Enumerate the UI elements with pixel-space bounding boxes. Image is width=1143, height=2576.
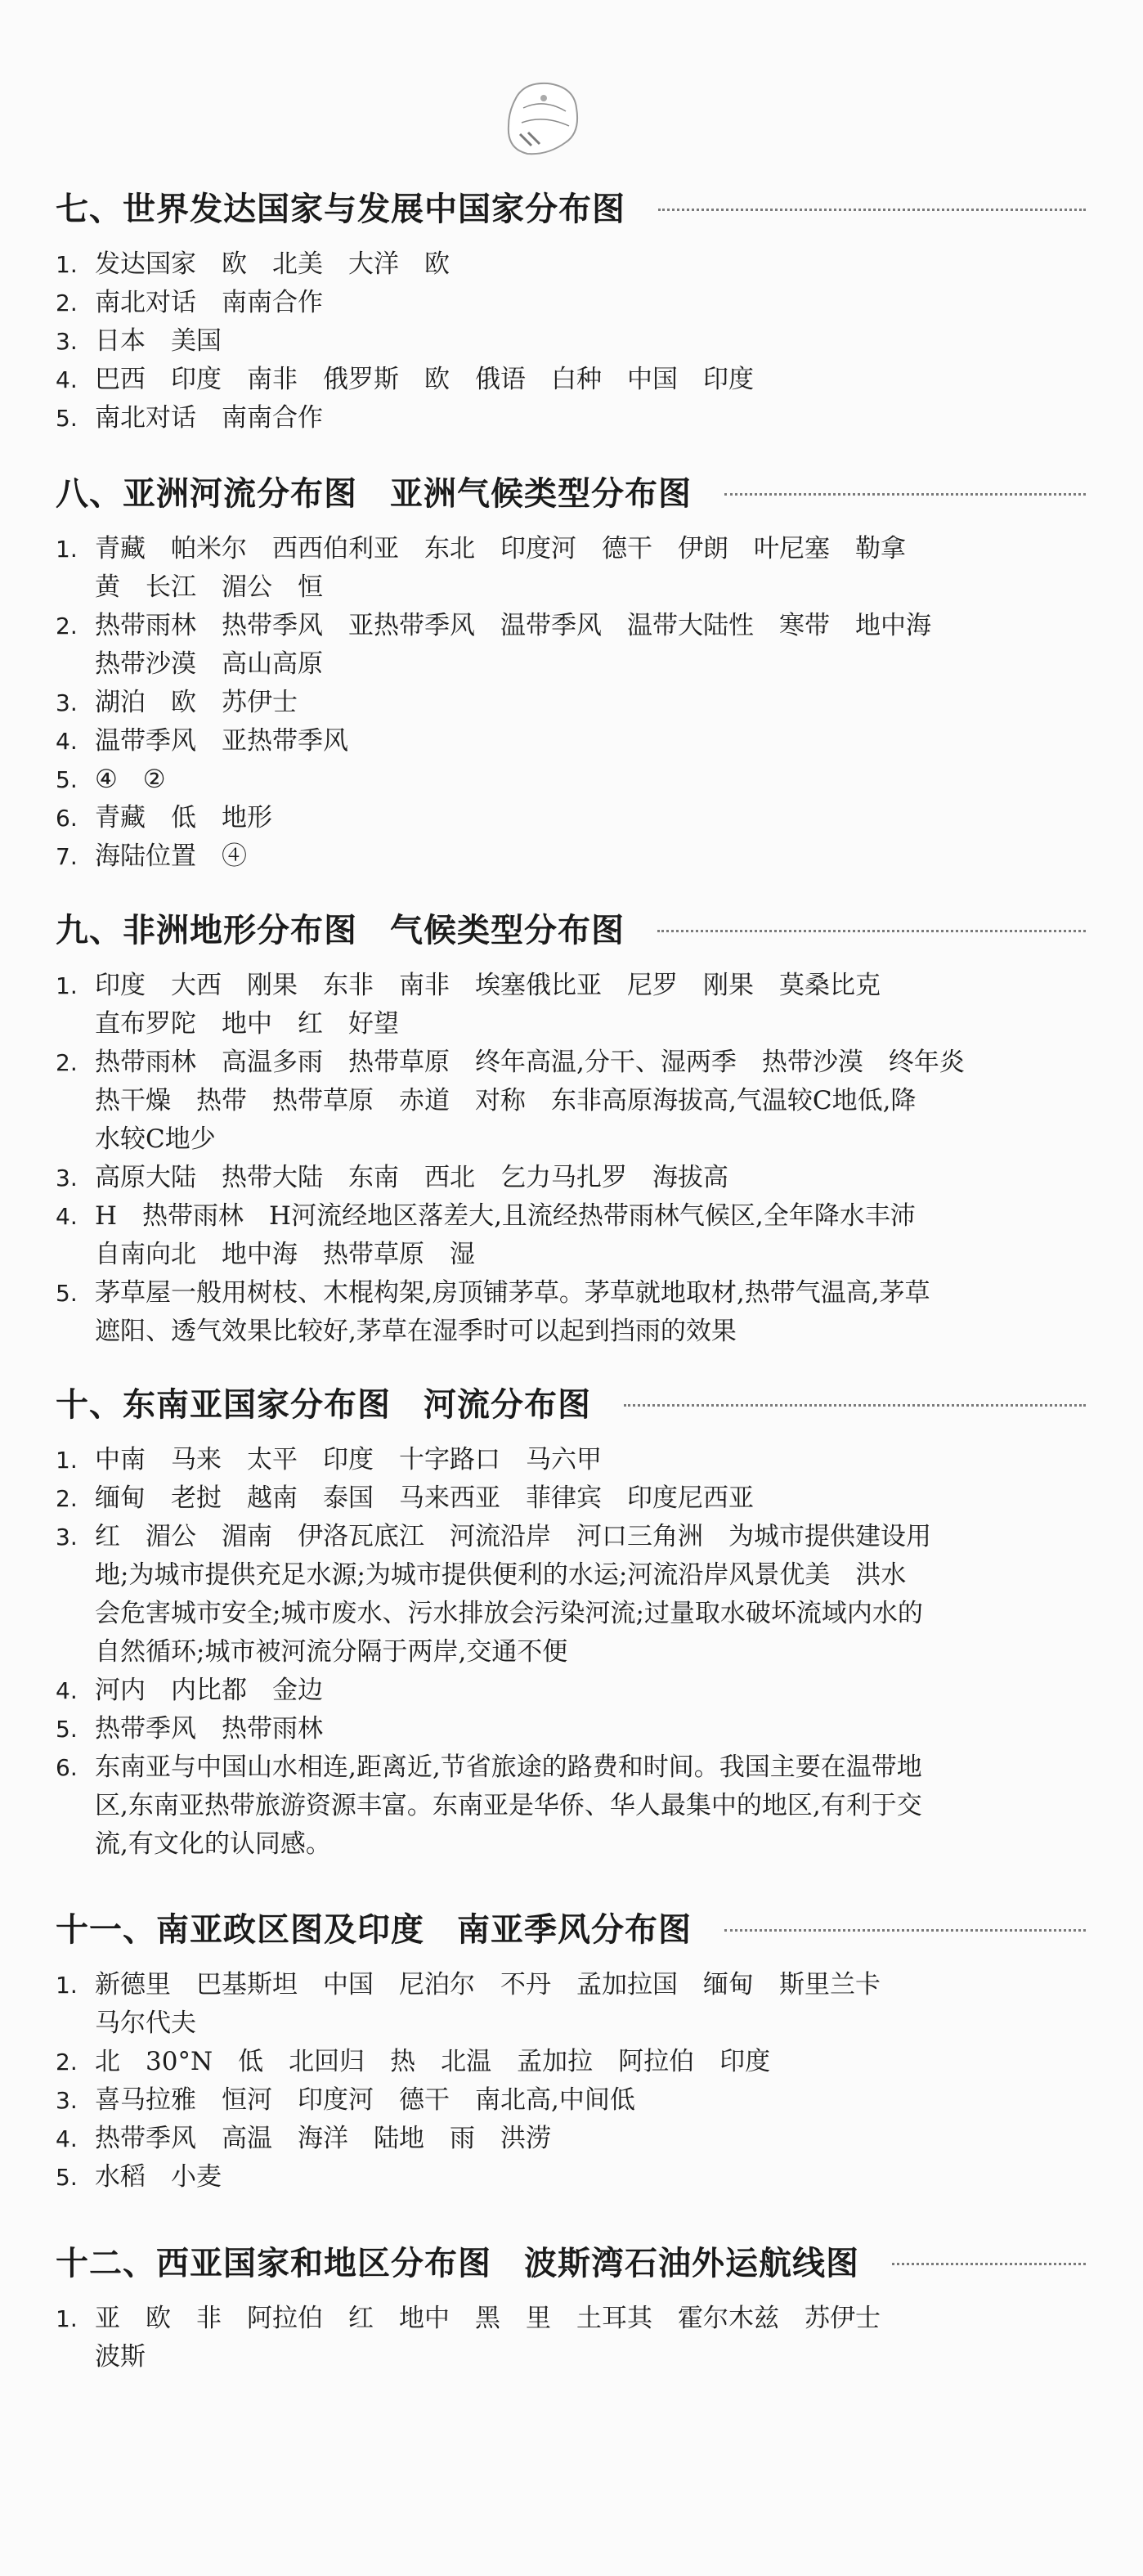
answer-line: 热干燥 热带 热带草原 赤道 对称 东非高原海拔高,气温较C地低,降 (95, 1086, 917, 1115)
answer-item (56, 1197, 1086, 1274)
item-number: 6. (56, 805, 78, 832)
section-title-main: 九、非洲地形分布图 (56, 911, 357, 949)
answer-item (56, 245, 1086, 284)
item-number: 2. (56, 2049, 78, 2076)
section-title-main: 十一、南亚政区图及印度 (56, 1910, 424, 1949)
title-leader-dots (657, 930, 1086, 932)
section-title-sub: 波斯湾石油外运航线图 (524, 2244, 859, 2282)
answer-item (56, 2120, 1086, 2158)
answer-item (56, 1966, 1086, 2043)
answer-item (56, 607, 1086, 684)
answer-line: 流,有文化的认同感。 (95, 1829, 331, 1859)
item-number: 1. (56, 2305, 78, 2332)
answer-line: 亚 欧 非 阿拉伯 红 地中 黑 里 土耳其 霍尔木兹 苏伊士 (95, 2304, 881, 2333)
answer-item (56, 722, 1086, 761)
item-number: 5. (56, 1716, 78, 1743)
answer-line: 河内 内比都 金边 (95, 1676, 323, 1705)
section-7 (56, 182, 1086, 438)
item-number: 1. (56, 251, 78, 278)
answer-line: 南北对话 南南合作 (95, 288, 323, 317)
item-number: 1. (56, 972, 78, 999)
item-number: 1. (56, 1447, 78, 1474)
section-12 (56, 2236, 1086, 2376)
answer-line: 中南 马来 太平 印度 十字路口 马六甲 (95, 1445, 602, 1474)
answer-line: 马尔代夫 (95, 2008, 196, 2038)
answer-line: 红 湄公 湄南 伊洛瓦底江 河流沿岸 河口三角洲 为城市提供建设用 (95, 1522, 931, 1551)
answer-line: 波斯 (95, 2342, 146, 2372)
item-number: 5. (56, 1280, 78, 1307)
answer-line: 遮阳、透气效果比较好,茅草在湿季时可以起到挡雨的效果 (95, 1317, 737, 1346)
answer-item (56, 1748, 1086, 1864)
item-number: 4. (56, 366, 78, 393)
answer-list (56, 967, 1086, 1351)
section-10 (56, 1377, 1086, 1864)
answer-line: 自南向北 地中海 热带草原 湿 (95, 1240, 475, 1269)
answer-line: 南北对话 南南合作 (95, 403, 323, 433)
section-title-main: 八、亚洲河流分布图 (56, 474, 357, 513)
section-title (56, 903, 1086, 952)
section-title (56, 182, 1086, 231)
answer-list (56, 1441, 1086, 1864)
answer-item (56, 2081, 1086, 2120)
answer-line: 自然循环;城市被河流分隔于两岸,交通不便 (95, 1637, 568, 1667)
item-number: 2. (56, 613, 78, 640)
answer-line: 缅甸 老挝 越南 泰国 马来西亚 菲律宾 印度尼西亚 (95, 1483, 754, 1513)
item-number: 5. (56, 2164, 78, 2191)
section-title-sub: 南亚季风分布图 (457, 1910, 692, 1949)
answer-line: 热带雨林 热带季风 亚热带季风 温带季风 温带大陆性 寒带 地中海 (95, 611, 931, 640)
answer-line: 热带沙漠 高山高原 (95, 649, 323, 679)
section-title (56, 1902, 1086, 1951)
item-number: 1. (56, 536, 78, 563)
answer-line: 青藏 帕米尔 西西伯利亚 东北 印度河 德干 伊朗 叶尼塞 勒拿 (95, 534, 906, 563)
answer-item (56, 837, 1086, 876)
title-leader-dots (724, 1929, 1086, 1932)
answer-list (56, 2300, 1086, 2376)
section-title (56, 466, 1086, 515)
answer-item (56, 2300, 1086, 2376)
title-leader-dots (892, 2263, 1086, 2265)
item-number: 2. (56, 1049, 78, 1076)
publisher-stamp-logo (499, 75, 589, 165)
item-number: 3. (56, 689, 78, 716)
item-number: 4. (56, 1677, 78, 1704)
answer-line: 印度 大西 刚果 东非 南非 埃塞俄比亚 尼罗 刚果 莫桑比克 (95, 971, 881, 1000)
section-title (56, 2236, 1086, 2285)
section-title-sub: 河流分布图 (424, 1385, 591, 1424)
answer-line: 日本 美国 (95, 326, 222, 356)
item-number: 4. (56, 728, 78, 755)
section-title (56, 1377, 1086, 1426)
answer-list (56, 530, 1086, 876)
answer-item (56, 1159, 1086, 1197)
item-number: 6. (56, 1754, 78, 1781)
answer-item (56, 284, 1086, 322)
section-title-main: 七、世界发达国家与发展中国家分布图 (56, 190, 625, 228)
answer-line: 热带雨林 高温多雨 热带草原 终年高温,分干、湿两季 热带沙漠 终年炎 (95, 1048, 965, 1077)
answer-item (56, 322, 1086, 361)
answer-item (56, 1274, 1086, 1351)
section-title-sub: 亚洲气候类型分布图 (390, 474, 692, 513)
answer-line: 湖泊 欧 苏伊士 (95, 688, 298, 717)
answer-item (56, 2043, 1086, 2081)
section-11 (56, 1902, 1086, 2197)
item-number: 3. (56, 2087, 78, 2114)
item-number: 5. (56, 766, 78, 793)
answer-line: 温带季风 亚热带季风 (95, 726, 348, 756)
answer-line: 直布罗陀 地中 红 好望 (95, 1009, 399, 1039)
answer-item (56, 1479, 1086, 1518)
answer-line: 喜马拉雅 恒河 印度河 德干 南北高,中间低 (95, 2085, 635, 2115)
item-number: 3. (56, 1524, 78, 1551)
answer-line: 茅草屋一般用树枝、木棍构架,房顶铺茅草。茅草就地取材,热带气温高,茅草 (95, 1278, 930, 1308)
section-title-main: 十二、西亚国家和地区分布图 (56, 2244, 491, 2282)
title-leader-dots (724, 493, 1086, 496)
answer-item (56, 1672, 1086, 1710)
answer-item (56, 1043, 1086, 1159)
answer-line: 新德里 巴基斯坦 中国 尼泊尔 不丹 孟加拉国 缅甸 斯里兰卡 (95, 1970, 881, 1999)
item-number: 1. (56, 1972, 78, 1999)
answer-item (56, 1518, 1086, 1672)
answer-line: 热带季风 热带雨林 (95, 1714, 323, 1744)
item-number: 4. (56, 2125, 78, 2152)
section-title-sub: 气候类型分布图 (390, 911, 625, 949)
answer-line: 会危害城市安全;城市废水、污水排放会污染河流;过量取水破坏流域内水的 (95, 1599, 923, 1628)
answer-line: 高原大陆 热带大陆 东南 西北 乞力马扎罗 海拔高 (95, 1163, 728, 1192)
item-number: 5. (56, 405, 78, 432)
answer-line: 青藏 低 地形 (95, 803, 272, 832)
item-number: 2. (56, 289, 78, 316)
answer-item (56, 967, 1086, 1043)
answer-line: 北 30°N 低 北回归 热 北温 孟加拉 阿拉伯 印度 (95, 2047, 771, 2076)
answer-line: ④ ② (95, 765, 166, 794)
answer-list (56, 1966, 1086, 2197)
answer-line: H 热带雨林 H河流经地区落差大,且流经热带雨林气候区,全年降水丰沛 (95, 1201, 916, 1231)
answer-line: 海陆位置 ④ (95, 841, 247, 871)
item-number: 3. (56, 328, 78, 355)
section-9 (56, 903, 1086, 1351)
answer-line: 发达国家 欧 北美 大洋 欧 (95, 249, 450, 279)
answer-line: 水稻 小麦 (95, 2162, 222, 2192)
answer-line: 东南亚与中国山水相连,距离近,节省旅途的路费和时间。我国主要在温带地 (95, 1752, 922, 1782)
answer-item (56, 2158, 1086, 2197)
item-number: 2. (56, 1485, 78, 1512)
answer-item (56, 761, 1086, 799)
answer-line: 黄 长江 湄公 恒 (95, 572, 323, 602)
answer-item (56, 799, 1086, 837)
answer-item (56, 530, 1086, 607)
answer-line: 地;为城市提供充足水源;为城市提供便利的水运;河流沿岸风景优美 洪水 (95, 1560, 907, 1590)
answer-list (56, 245, 1086, 438)
answer-line: 巴西 印度 南非 俄罗斯 欧 俄语 白种 中国 印度 (95, 365, 754, 394)
answer-item (56, 361, 1086, 399)
title-leader-dots (658, 209, 1086, 211)
answer-item (56, 399, 1086, 438)
answer-line: 区,东南亚热带旅游资源丰富。东南亚是华侨、华人最集中的地区,有利于交 (95, 1791, 922, 1820)
item-number: 7. (56, 843, 78, 870)
answer-item (56, 1710, 1086, 1748)
item-number: 3. (56, 1165, 78, 1192)
item-number: 4. (56, 1203, 78, 1230)
answer-item (56, 684, 1086, 722)
section-8 (56, 466, 1086, 876)
title-leader-dots (624, 1404, 1086, 1407)
answer-line: 热带季风 高温 海洋 陆地 雨 洪涝 (95, 2124, 551, 2153)
answer-item (56, 1441, 1086, 1479)
answer-line: 水较C地少 (95, 1124, 216, 1154)
section-title-main: 十、东南亚国家分布图 (56, 1385, 391, 1424)
